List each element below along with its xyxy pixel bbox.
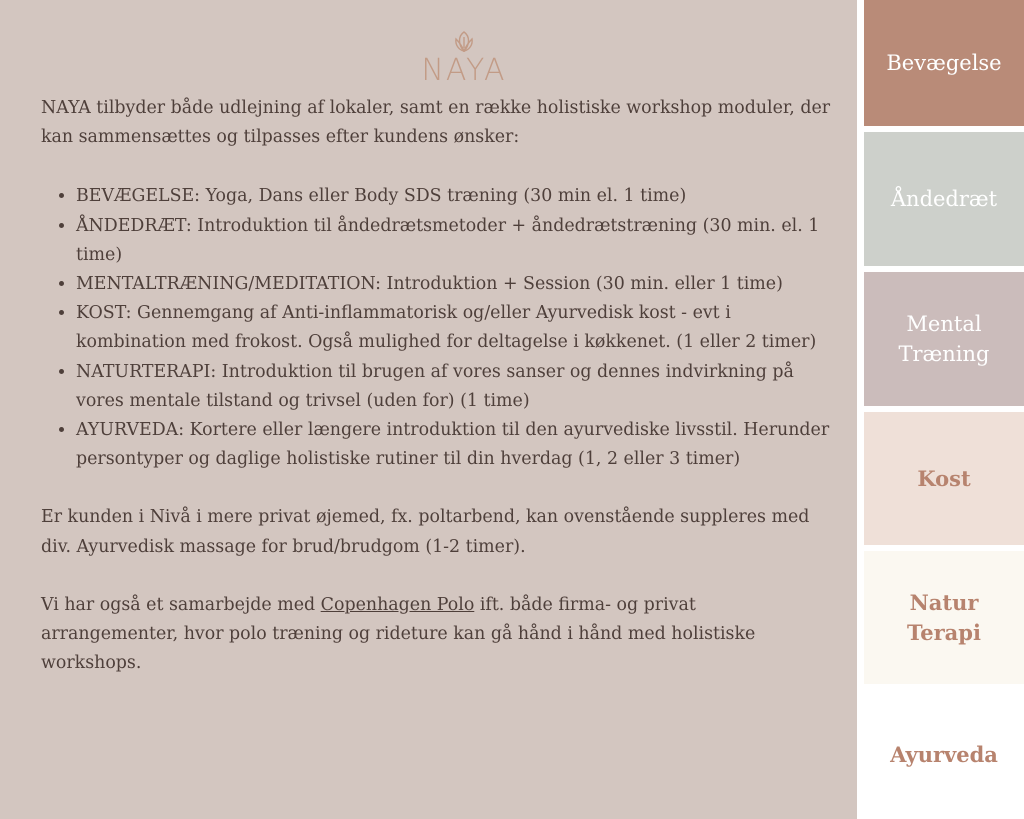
sidebar-item-label: Mental xyxy=(906,312,982,336)
naya-logo xyxy=(410,30,518,94)
list-item: • MENTALTRÆNING/MEDITATION: Introduktion + Session (30 min. eller 1 time) xyxy=(76,270,831,299)
private-paragraph: Er kunden i Nivå i mere privat øjemed, fx. poltarbend, kan ovenstående suppleres med div. Ayurvedisk massage for brud/brudgom (1-2 timer). xyxy=(41,507,810,557)
copenhagen-polo-link[interactable]: Copenhagen Polo xyxy=(320,594,475,615)
sidebar-item-bevaegelse[interactable] xyxy=(864,0,1024,126)
sidebar-item-label: Terapi xyxy=(907,619,981,645)
sidebar-item-mental-traening[interactable] xyxy=(864,272,1024,406)
partner-paragraph xyxy=(41,591,831,679)
sidebar-item-kost[interactable] xyxy=(864,412,1024,545)
logo-wordmark: NAYA xyxy=(421,53,507,88)
sidebar-item-label: Træning xyxy=(898,342,990,366)
sidebar-item-aandedraet[interactable] xyxy=(864,132,1024,266)
sidebar-item-natur-terapi[interactable] xyxy=(864,551,1024,684)
lotus-icon xyxy=(453,30,475,54)
content-text xyxy=(41,94,831,678)
partner-text-before: Vi har også et samarbejde med xyxy=(41,594,321,615)
list-item: • ÅNDEDRÆT: Introduktion til åndedrætsmetoder + åndedrætstræning (30 min. el. 1 time) xyxy=(76,212,831,270)
list-item: • NATURTERAPI: Introduktion til brugen af vores sanser og dennes indvirkning på vores mentale tilstand og trivsel (uden for) (1 time) xyxy=(76,358,831,416)
module-list xyxy=(41,182,831,474)
sidebar-item-label: Ayurveda xyxy=(890,741,998,767)
sidebar-item-label: Natur xyxy=(909,589,979,615)
intro-paragraph: NAYA tilbyder både udlejning af lokaler, samt en række holistiske workshop moduler, der kan sammensættes og tilpasses efter kundens ønsker: xyxy=(41,98,831,148)
sidebar-item-label: Bevægelse xyxy=(886,51,1002,75)
list-item: • KOST: Gennemgang af Anti-inflammatorisk og/eller Ayurvedisk kost - evt i kombination med frokost. Også mulighed for deltagelse i køkkenet. (1 eller 2 timer) xyxy=(76,299,831,357)
list-item: • BEVÆGELSE: Yoga, Dans eller Body SDS træning (30 min el. 1 time) xyxy=(76,182,831,211)
sidebar-item-label: Åndedræt xyxy=(890,187,998,211)
partner-text-after: ift. både firma- og privat arrangementer, hvor polo træning og rideture kan gå hånd i hånd med holistiske workshops. xyxy=(41,594,756,674)
list-item: • AYURVEDA: Kortere eller længere introduktion til den ayurvediske livsstil. Herunder persontyper og daglige holistiske rutiner til din hverdag (1, 2 eller 3 timer) xyxy=(76,416,831,474)
sidebar-item-ayurveda[interactable] xyxy=(864,690,1024,819)
sidebar-item-label: Kost xyxy=(917,465,971,491)
